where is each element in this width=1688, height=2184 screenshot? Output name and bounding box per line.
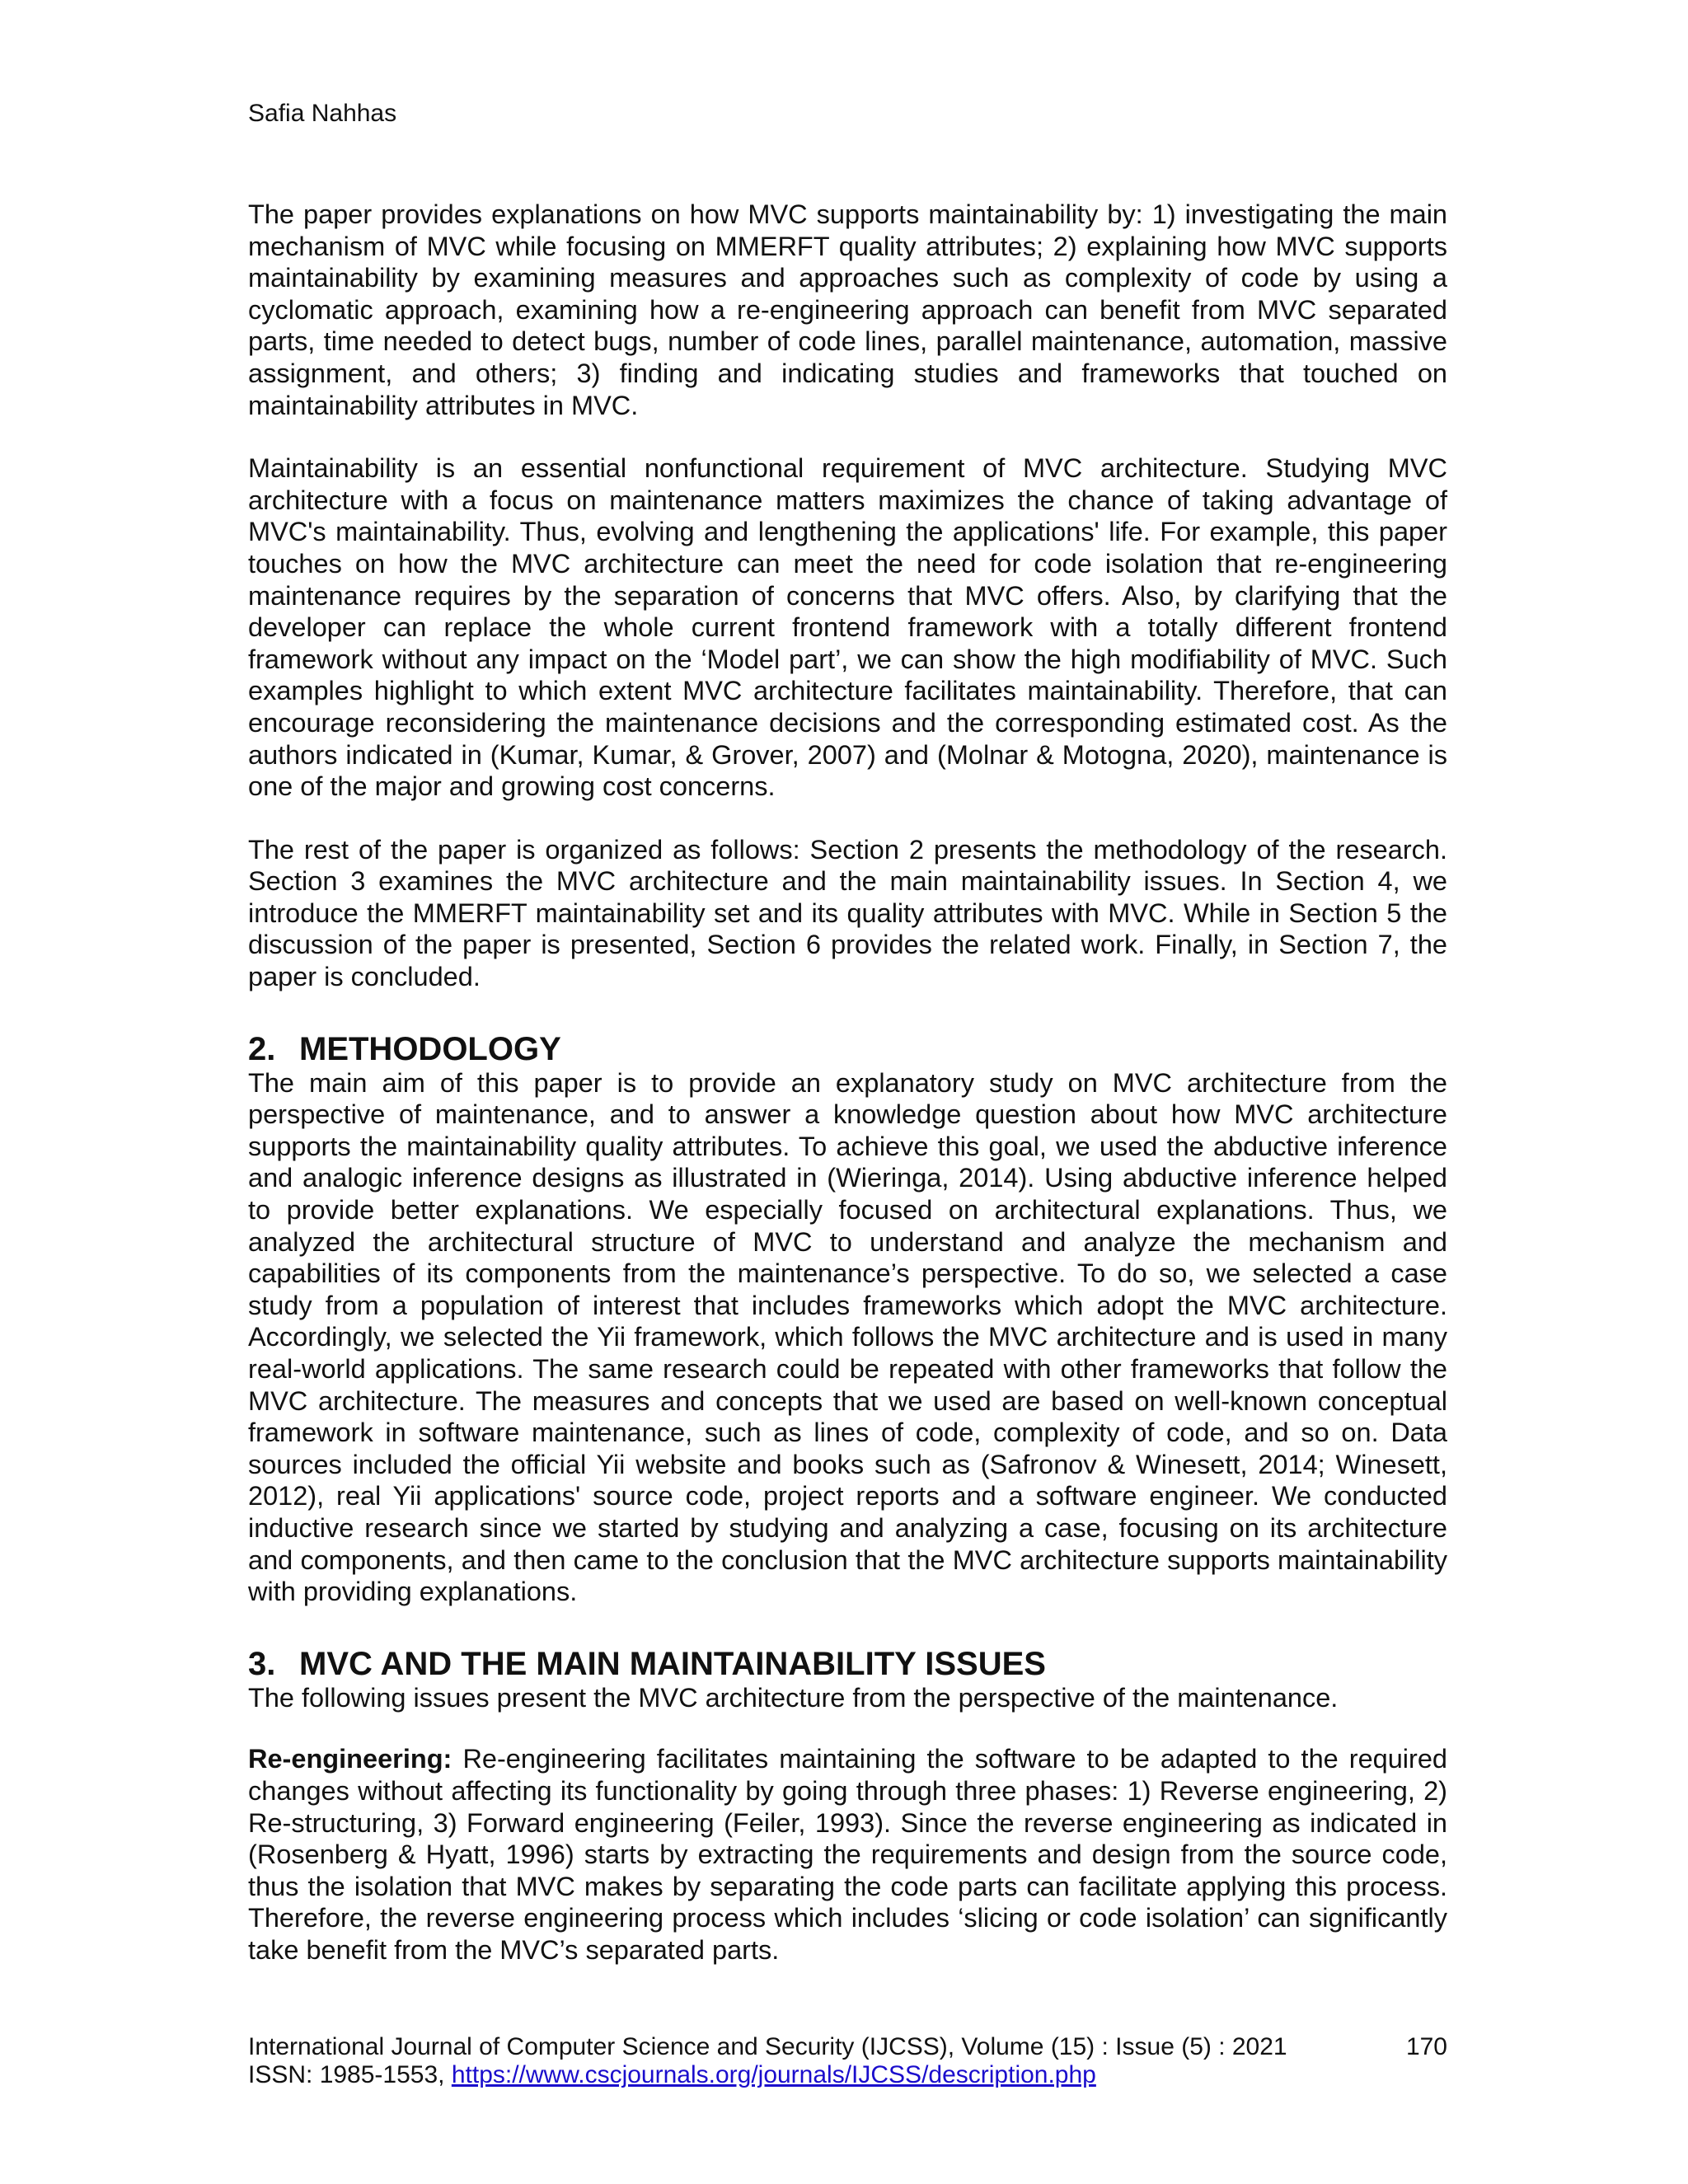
journal-description-link[interactable]: https://www.cscjournals.org/journals/IJCSS/description.php (451, 2061, 1096, 2088)
page-footer (248, 2033, 1447, 2089)
intro-paragraph-2: Maintainability is an essential nonfunctional requirement of MVC architecture. Studying MVC architecture with a focus on maintenance matters maximizes the chance of taking advantage of MVC's maintainability. Thus, evolving and lengthening the applications' life. For example, this paper touches on how the MVC architecture can meet the need for code isolation that re-engineering maintenance requires by the separation of concerns that MVC offers. Also, by clarifying that the developer can replace the whole current frontend framework with a totally different frontend framework without any impact on the ‘Model part’, we can show the high modifiability of MVC. Such examples highlight to which extent MVC architecture facilitates maintainability. Therefore, that can encourage reconsidering the maintenance decisions and the corresponding estimated cost. As the authors indicated in (Kumar, Kumar, & Grover, 2007) and (Molnar & Motogna, 2020), maintenance is one of the major and growing cost concerns. (248, 453, 1447, 802)
section-3-title: MVC AND THE MAIN MAINTAINABILITY ISSUES (299, 1645, 1046, 1682)
section-3-number: 3. (248, 1645, 276, 1682)
section-3-intro-paragraph: The following issues present the MVC architecture from the perspective of the maintenance. (248, 1682, 1339, 1713)
footer-issn: ISSN: 1985-1553, (248, 2061, 445, 2088)
intro-paragraph-1: The paper provides explanations on how MVC supports maintainability by: 1) investigating the main mechanism of MVC while focusing on MMERFT quality attributes; 2) explaining how MVC supports maintainability by examining measures and approaches such as complexity of code by using a cyclomatic approach, examining how a re-engineering approach can benefit from MVC separated parts, time needed to detect bugs, number of code lines, parallel maintenance, automation, massive assignment, and others; 3) finding and indicating studies and frameworks that touched on maintainability attributes in MVC. (248, 199, 1447, 420)
section-3-heading (248, 1646, 1447, 1682)
methodology-paragraph: The main aim of this paper is to provide an explanatory study on MVC architecture from the perspective of maintenance, and to answer a knowledge question about how MVC architecture supports the maintainability quality attributes. To achieve this goal, we used the abductive inference and analogic inference designs as illustrated in (Wieringa, 2014). Using abductive inference helped to provide better explanations. We especially focused on architectural explanations. Thus, we analyzed the architectural structure of MVC to understand and analyze the mechanism and capabilities of its components from the maintenance’s perspective. To do so, we selected a case study from a population of interest that includes frameworks which adopt the MVC architecture. Accordingly, we selected the Yii framework, which follows the MVC architecture and is used in many real-world applications. The same research could be repeated with other frameworks that follow the MVC architecture. The measures and concepts that we used are based on well-known conceptual framework in software maintenance, such as lines of code, complexity of code, and so on. Data sources included the official Yii website and books such as (Safronov & Winesett, 2014; Winesett, 2012), real Yii applications' source code, project reports and a software engineer. We conducted inductive research since we started by studying and analyzing a case, focusing on its architecture and components, and then came to the conclusion that the MVC architecture supports maintainability with providing explanations. (248, 1067, 1447, 1607)
footer-journal-line (248, 2033, 1447, 2061)
body-content (248, 199, 1447, 1966)
section-2-heading (248, 1031, 1447, 1067)
reengineering-paragraph (248, 1743, 1447, 1966)
footer-issn-line (248, 2061, 1447, 2089)
reengineering-text: Re-engineering facilitates maintaining the software to be adapted to the required changes without affecting its functionality by going through three phases: 1) Reverse engineering, 2) Re-structuring, 3) Forward engineering (Feiler, 1993). Since the reverse engineering as indicated in (Rosenberg & Hyatt, 1996) starts by extracting the requirements and design from the source code, thus the isolation that MVC makes by separating the code parts can facilitate applying this process. Therefore, the reverse engineering process which includes ‘slicing or code isolation’ can significantly take benefit from the MVC’s separated parts. (248, 1744, 1448, 1965)
running-head-author: Safia Nahhas (248, 100, 397, 127)
page-number: 170 (1405, 2033, 1447, 2060)
intro-paragraph-3: The rest of the paper is organized as follows: Section 2 presents the methodology of the research. Section 3 examines the MVC architecture and the main maintainability issues. In Section 4, we introduce the MMERFT maintainability set and its quality attributes with MVC. While in Section 5 the discussion of the paper is presented, Section 6 provides the related work. Finally, in Section 7, the paper is concluded. (248, 834, 1447, 992)
section-2-title: METHODOLOGY (299, 1030, 561, 1067)
footer-journal-citation: International Journal of Computer Science and Security (IJCSS), Volume (15) : Issue (5) : 2021 (248, 2033, 1287, 2060)
reengineering-term: Re-engineering: (248, 1744, 452, 1774)
section-2-number: 2. (248, 1030, 276, 1067)
